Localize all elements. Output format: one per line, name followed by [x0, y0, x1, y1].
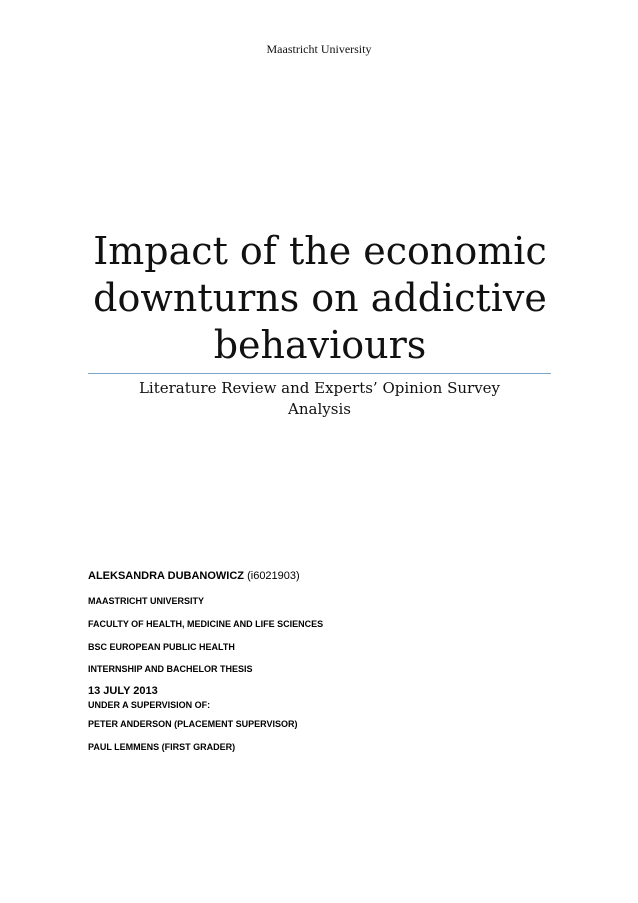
date-line: 13 JULY 2013	[88, 685, 158, 697]
faculty-line: FACULTY OF HEALTH, MEDICINE AND LIFE SCIENCES	[88, 619, 324, 629]
subtitle-line-1: Literature Review and Experts’ Opinion Survey	[138, 379, 501, 397]
author-line	[88, 570, 300, 582]
page-header: Maastricht University	[266, 42, 372, 56]
document-subtitle	[88, 378, 551, 420]
title-divider	[88, 373, 551, 374]
subtitle-line-2: Analysis	[288, 400, 351, 418]
title-line-3: behaviours	[213, 323, 427, 367]
title-line-1: Impact of the economic	[93, 229, 547, 273]
title-line-2: downturns on addictive	[93, 276, 547, 320]
author-name: ALEKSANDRA DUBANOWICZ	[88, 570, 245, 582]
document-title	[88, 228, 552, 369]
course-line: INTERNSHIP AND BACHELOR THESIS	[88, 664, 253, 674]
university-line: MAASTRICHT UNIVERSITY	[88, 596, 205, 606]
first-grader-line: PAUL LEMMENS (FIRST GRADER)	[88, 742, 236, 752]
placement-supervisor-line: PETER ANDERSON (PLACEMENT SUPERVISOR)	[88, 719, 298, 729]
student-id: (i6021903)	[247, 570, 300, 582]
program-line: BSC EUROPEAN PUBLIC HEALTH	[88, 642, 235, 652]
supervision-heading: UNDER A SUPERVISION OF:	[88, 700, 211, 710]
